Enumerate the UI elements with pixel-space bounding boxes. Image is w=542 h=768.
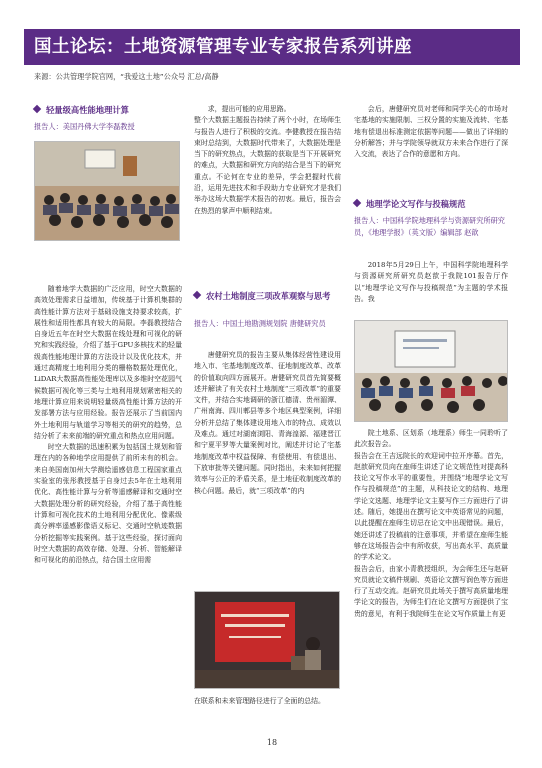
section3-para1: 2018年5月29日上午，中国科学院地理科学与资源研究所研究员赵歆于我院101报告厅作以“地理学论文写作与投稿规范”为主题的学术报告。我 [354, 261, 508, 303]
page-number: 18 [266, 738, 278, 747]
diamond-bullet-icon [353, 199, 361, 207]
section3-intro [354, 260, 508, 316]
section3-para2: 院土地系、区划系（地理系）师生一同聆听了此次报告会。 报告会在王吉远院长的欢迎词中拉开序幕。首先，赵歆研究员向在座师生讲述了论文规范性对提高科技论文写作水平的重要性，并围绕“地理学论文写作与投稿规范”的主题，从科技论文的结构、地理学论文选题、地理学论文主要写作三方面进行了讲述。随后，她提出在撰写论文中英语常见的问题，以此提醒在座师生切忌在论文中出现错误。最后，她还讲述了投稿前的注意事项，并希望在座师生能够在这场报告会中有所收获，写出高水平、高质量的学术论文。 报告会后，由家小青教授组织，为会师生还与赵研究员就论文稿件规刷、英语论文撰写润色等方面进行了互动交流。赵研究员此场关于撰写高质量地理学论文的报告，为师生们在论文撰写方面提供了宝贵的意见，有利于我院师生在论文写作质量上有更 [354, 429, 508, 618]
section2-ending [194, 696, 341, 726]
section1-body [34, 284, 182, 736]
banner-title: 国土论坛：土地资源管理专业专家报告系列讲座 [24, 29, 520, 65]
section2-para2: 在联系和未来管理路径进行了全面的总结。 [194, 697, 325, 705]
section1-reporter: 报告人：美国丹佛大学李磊教授 [34, 122, 135, 131]
lecture-photo-2 [194, 591, 340, 689]
section2-reporter: 报告人：中国土地勘测规划院 唐健研究员 [194, 319, 326, 328]
section2-body [194, 350, 341, 588]
section3-reporter: 报告人：中国科学院地理科学与资源研究所研究员，《地理学报》（英文版）编辑部 赵歆 [354, 216, 505, 237]
section1-title-text: 轻量级高性能地理计算 [46, 105, 129, 115]
lecture-photo-3 [354, 320, 508, 422]
section2-para1: 唐健研究员的报告主要从集体经营性建设用地入市、宅基地制度改革、征地制度改革、改革的价值取向四方面展开。唐健研究员首先简要概述并解读了有关农村土地制度“三项改革”的重要文件，并结合实地调研的浙江德清、贵州湄潭、广州南海、四川郫县等多个地区典型案例，详细分析并总结了集体建设用地入市的特点、成效以及难点。通过对湖南浏阳、青海湟源、福建晋江和宁夏平罗等大量案例对比，阐述并讨论了宅基地制度改革中权益保障、有偿使用、有偿退出、下放审批等关键问题。同时指出，未来如何把握效率与公正的矛盾关系，是土地征收制度改革的核心问题。最后，就“三项改革”的内 [194, 351, 341, 495]
col3-top-text [354, 104, 508, 196]
section3-title [354, 198, 510, 210]
section1-para2: 时空大数据的迅速积累为包括国土规划和管理在内的各种地学应用提供了前所未有的机会。来自美国南加州大学测绘遥感信息工程国家重点实验室的张彤教授基于自身过去5年在土地利用优化、高性能计算与分析等遥感解译和交通时空大数据处理分析的研究经验，介绍了基于高性能计算和可视化技术的土地利用分配优化、像素级高分辨率遥感影像语义标记、交通时空轨迹数据分析挖掘等实践案例。基于这些经验，探讨面向时空大数据的高效存储、处理、分析、智能解译和可视化的前沿热点，结合国土应用需 [34, 443, 182, 565]
col2-top-text [194, 104, 341, 286]
col3-top-para: 会后，唐健研究员对老师和同学关心的市场对宅基地的实施限制、三权分置的实施及流转、宅基地有偿退出标准测定依据等问题——做出了详细的分析解答；并与学院领导就双方未来合作进行了深入交流，表达了合作的意愿和方向。 [354, 105, 508, 159]
diamond-bullet-icon [33, 105, 41, 113]
section2-title [194, 290, 344, 302]
section3-title-text: 地理学论文写作与投稿规范 [366, 199, 466, 209]
section2-title-text: 农村土地制度三项改革观察与思考 [206, 291, 331, 301]
col2-top-para: 求，提出可能的应用思路。 整个大数据主题报告持续了两个小时，在场师生与报告人进行了积极的交流。李健教授在报告结束时总结到，大数据时代带来了，大数据处理是当下的研究热点，大数据的获取是当下开展研究的难点，大数据和研究方向的结合是当下的研究重点。不论何在专业的差异，学会把握时代前沿，运用先进技术和手段助力专业研究才是我们举办这场大数据学术报告的初衷。最后，报告会在热烈的掌声中顺利结束。 [194, 105, 341, 215]
section1-title [34, 104, 184, 116]
source-line: 来源：公共管理学院官网，“我爱这土地”公众号 汇总/高静 [34, 72, 219, 81]
lecture-photo-1 [34, 141, 180, 241]
section3-body [354, 428, 508, 734]
diamond-bullet-icon [193, 291, 201, 299]
section1-para1: 随着地学大数据的广泛应用，时空大数据的高效处理需求日益增加，传统基于计算机集群的高性能计算方法对于基础设施支持要求较高，扩展性和适用性都具有较大的局限。李磊教授结合自身近五年在时空大数据在线处理和可视化的研究和实践经验，介绍了基于GPU多核技术的轻量级高性能地理计算的方法设计以及优化技术，并通过高精度土地利用分类的栅格数据处理优化，LiDAR大数据高性能处理库以及多维时空花园气候数据可视化等三类与土地利用规划紧密相关的地理计算应用来说明轻量级高性能计算方法的开发部署方法与应用经验。报告还展示了当前国内外土地利用与轨道学习等相关的研究的趋势，总结分析了未来前端的研究重点和热点应用问题。 [34, 285, 182, 440]
